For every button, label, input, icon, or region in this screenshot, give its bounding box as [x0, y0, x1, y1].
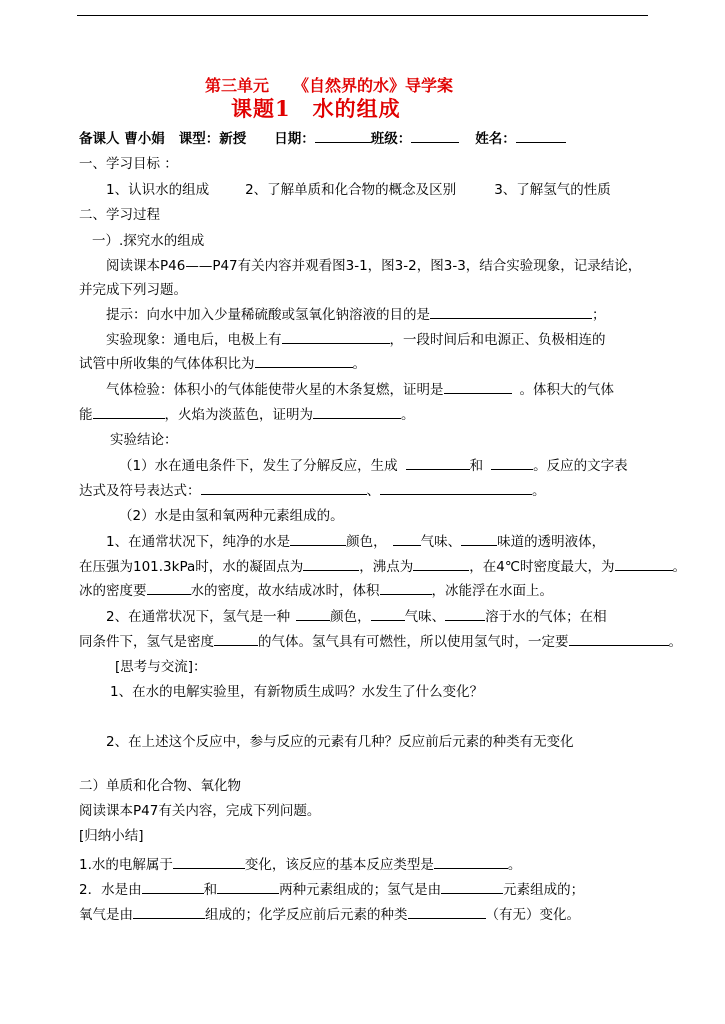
- freezing-point-blank[interactable]: [303, 558, 359, 571]
- element-2-blank[interactable]: [217, 881, 279, 894]
- lesson-title: 课题1 水的组成: [231, 96, 401, 121]
- hydrogen-color-blank[interactable]: [296, 608, 330, 621]
- unit-title: 第三单元 《自然界的水》导学案: [205, 76, 454, 95]
- purity-check-blank[interactable]: [569, 633, 669, 646]
- water-props-line-3: 冰的密度要 水的密度，故水结成冰时，体积 ，冰能浮在水面上。: [79, 583, 553, 599]
- goal-3: 3、了解氢气的性质: [494, 182, 611, 198]
- read-line-1: 阅读课本P46——P47有关内容并观看图3-1，图3-2，图3-3，结合实验现象，记录结论，: [106, 258, 642, 274]
- part2-read: 阅读课本P47有关内容，完成下列问题。: [79, 803, 321, 819]
- goal-2: 2、了解单质和化合物的概念及区别: [245, 182, 457, 198]
- electrode-blank[interactable]: [282, 331, 390, 344]
- water-props-line-2: 在压强为101.3kPa时，水的凝固点为 ，沸点为 ，在4℃时密度最大，为 。: [79, 559, 687, 575]
- reaction-type-blank[interactable]: [434, 856, 508, 869]
- question-1: 1、在水的电解实验里，有新物质生成吗？水发生了什么变化？: [110, 684, 484, 700]
- summary-line-1: 1.水的电解属于 变化，该反应的基本反应类型是 。: [79, 857, 522, 873]
- water-taste-blank[interactable]: [461, 533, 497, 546]
- gas-test-line-2: 能 ，火焰为淡蓝色，证明为 。: [79, 407, 415, 423]
- oxygen-element-blank[interactable]: [133, 906, 205, 919]
- boiling-point-blank[interactable]: [413, 558, 469, 571]
- section-process: 二、学习过程: [79, 207, 160, 223]
- ice-volume-blank[interactable]: [380, 582, 432, 595]
- class-blank[interactable]: [411, 130, 459, 143]
- word-equation-blank[interactable]: [201, 482, 367, 495]
- conclusion-1-line-1: （1）水在通电条件下，发生了分解反应，生成 和 。反应的文字表: [119, 458, 628, 474]
- part1-heading: 一）.探究水的组成: [92, 233, 205, 249]
- top-rule: [77, 15, 648, 16]
- observation-line-2: 试管中所收集的气体体积比为 。: [79, 356, 366, 372]
- summary-line-3: 氧气是由 组成的；化学反应前后元素的种类 （有无）变化。: [79, 907, 580, 923]
- burn-blank[interactable]: [93, 406, 165, 419]
- date-label: 日期：: [274, 131, 315, 147]
- water-color-blank[interactable]: [290, 533, 346, 546]
- change-type-blank[interactable]: [173, 856, 245, 869]
- hydrogen-smell-blank[interactable]: [371, 608, 405, 621]
- think-heading: [思考与交流]：: [115, 659, 207, 675]
- conclusion-heading: 实验结论：: [110, 432, 178, 448]
- preparer: 备课人 曹小娟: [79, 131, 165, 147]
- volume-ratio-blank[interactable]: [255, 355, 353, 368]
- read-line-2: 并完成下列习题。: [79, 282, 187, 298]
- question-2: 2、在上述这个反应中，参与反应的元素有几种？反应前后元素的种类有无变化: [106, 734, 574, 750]
- hydrogen-density-blank[interactable]: [214, 633, 258, 646]
- hydrogen-props-line-1: 2、在通常状况下，氢气是一种 颜色， 气味、 溶于水的气体；在相: [106, 609, 607, 625]
- oxygen-blank[interactable]: [444, 381, 512, 394]
- lesson-type: 课型：新授: [178, 131, 247, 147]
- hydrogen-element-blank[interactable]: [441, 881, 503, 894]
- summary-heading: [归纳小结]: [79, 828, 144, 844]
- product-2-blank[interactable]: [491, 457, 533, 470]
- element-1-blank[interactable]: [142, 881, 204, 894]
- summary-line-2: 2．水是由 和 两种元素组成的；氢气是由 元素组成的；: [79, 882, 585, 898]
- goals-row: [106, 181, 611, 199]
- meta-row: [79, 130, 566, 148]
- ice-density-blank[interactable]: [147, 582, 191, 595]
- name-label: 姓名：: [475, 131, 516, 147]
- hydrogen-props-line-2: 同条件下，氢气是密度 的气体。氢气具有可燃性，所以使用氢气时，一定要 。: [79, 634, 682, 650]
- goal-1: 1、认识水的组成: [106, 182, 210, 198]
- hint-blank[interactable]: [430, 306, 592, 319]
- hydrogen-blank[interactable]: [313, 406, 401, 419]
- max-density-blank[interactable]: [615, 558, 673, 571]
- product-1-blank[interactable]: [406, 457, 470, 470]
- gas-test-line-1: 气体检验：体积小的气体能使带火星的木条复燃，证明是 。体积大的气体: [106, 382, 614, 398]
- observation-line-1: 实验现象：通电后，电极上有 ，一段时间后和电源正、负极相连的: [106, 332, 606, 348]
- symbol-equation-blank[interactable]: [380, 482, 532, 495]
- conclusion-2: （2）水是由氢和氧两种元素组成的。: [119, 508, 344, 524]
- hint-line: 提示：向水中加入少量稀硫酸或氢氧化钠溶液的目的是 ；: [106, 307, 606, 323]
- date-blank[interactable]: [315, 130, 371, 143]
- water-props-line-1: 1、在通常状况下，纯净的水是 颜色， 气味、 味道的透明液体，: [106, 534, 606, 550]
- water-smell-blank[interactable]: [393, 533, 421, 546]
- part2-heading: 二）单质和化合物、氧化物: [79, 778, 241, 794]
- conclusion-1-line-2: 达式及符号表达式： 、 。: [79, 483, 546, 499]
- name-blank[interactable]: [516, 130, 566, 143]
- class-label: 班级：: [370, 131, 412, 147]
- section-goals: 一、学习目标 ：: [79, 156, 178, 172]
- element-change-blank[interactable]: [408, 906, 486, 919]
- hydrogen-solubility-blank[interactable]: [445, 608, 485, 621]
